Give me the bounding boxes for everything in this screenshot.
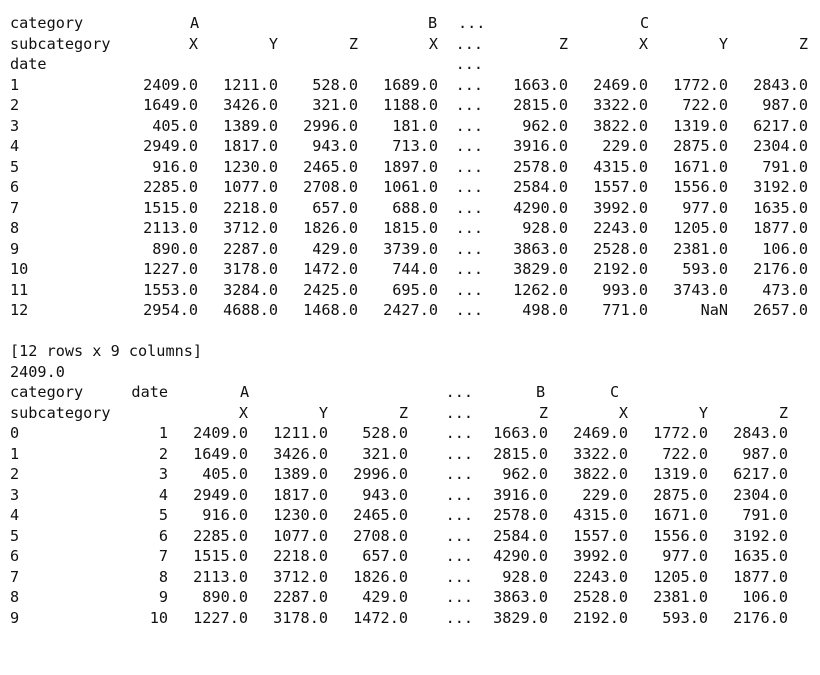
table-row [10, 95, 818, 116]
table-cell: 1557.0 [593, 178, 648, 196]
table-cell: 3192.0 [753, 178, 808, 196]
table-cell: 3178.0 [273, 608, 328, 627]
table-cell: 1671.0 [653, 506, 708, 524]
subcategory-cell: Z [348, 34, 358, 53]
index-name-ellipsis: ... [455, 55, 483, 73]
table-cell: 1389.0 [273, 465, 328, 483]
table-cell: 528.0 [362, 424, 408, 442]
table-row [10, 239, 818, 260]
row-index: 4 [10, 506, 20, 524]
table-cell: 1211.0 [223, 75, 278, 94]
table-cell: 4315.0 [593, 157, 648, 176]
table-cell: 2949.0 [193, 485, 248, 504]
row-index: 6 [10, 178, 20, 196]
subcategory-label: subcategory [10, 403, 111, 422]
ellipsis-cell: ... [445, 608, 473, 627]
table-cell: 1227.0 [193, 608, 248, 627]
row-index: 2 [10, 96, 20, 114]
table-cell: 2427.0 [383, 301, 438, 319]
subcategory-cell: Y [268, 34, 278, 53]
ellipsis-cell: ... [445, 485, 473, 504]
table-cell: 181.0 [392, 116, 438, 135]
table-cell: 2192.0 [573, 608, 628, 627]
table-row [10, 280, 818, 301]
row-index: 12 [10, 301, 29, 319]
table-cell: 106.0 [762, 239, 808, 258]
table-row [10, 567, 818, 588]
subcategory-ellipsis: ... [455, 34, 483, 53]
table-cell: 2949.0 [143, 137, 198, 155]
table-cell: 498.0 [522, 301, 568, 319]
table-cell: 2285.0 [193, 526, 248, 545]
subcategory-cell: Y [698, 403, 708, 422]
row-index: 7 [10, 567, 20, 586]
table-cell: 1649.0 [193, 444, 248, 463]
subcategory-cell: Z [558, 34, 568, 53]
row-index: 11 [10, 280, 29, 299]
dataframe-1-rows [10, 75, 818, 321]
column-group-ellipsis: ... [445, 383, 473, 401]
ellipsis-cell: ... [455, 75, 483, 94]
dataframe-1 [10, 13, 818, 321]
table-cell: 2578.0 [493, 506, 548, 524]
table-cell: 713.0 [392, 137, 438, 155]
column-group-a: A [240, 383, 250, 401]
table-cell: 1230.0 [273, 506, 328, 524]
table-cell: 744.0 [392, 260, 438, 278]
dataframe-2-rows [10, 423, 818, 628]
table-cell: 916.0 [152, 157, 198, 176]
table-cell: 1663.0 [493, 424, 548, 442]
date-cell: 6 [158, 526, 168, 545]
table-cell: 3322.0 [593, 96, 648, 114]
table-cell: 2381.0 [653, 588, 708, 606]
dataframe-2 [10, 382, 818, 628]
table-cell: 1635.0 [753, 198, 808, 217]
table-cell: 688.0 [392, 198, 438, 217]
table-cell: 2843.0 [753, 75, 808, 94]
table-cell: 890.0 [202, 588, 248, 606]
table-cell: 321.0 [362, 444, 408, 463]
table-cell: 4290.0 [493, 547, 548, 565]
table-cell: 3192.0 [733, 526, 788, 545]
table-cell: 2243.0 [573, 567, 628, 586]
table-cell: 2409.0 [143, 75, 198, 94]
table-row [10, 198, 818, 219]
date-cell: 1 [158, 424, 168, 442]
table-cell: 722.0 [682, 96, 728, 114]
table-cell: 2176.0 [753, 260, 808, 278]
table-row [10, 157, 818, 178]
table-cell: 1227.0 [143, 260, 198, 278]
ellipsis-cell: ... [445, 465, 473, 483]
table-cell: 1649.0 [143, 96, 198, 114]
table-cell: 1472.0 [303, 260, 358, 278]
table-cell: 1826.0 [353, 567, 408, 586]
table-cell: 1817.0 [223, 137, 278, 155]
header-row-subcategory [10, 403, 818, 424]
table-row [10, 218, 818, 239]
table-cell: 1772.0 [653, 424, 708, 442]
table-cell: 2304.0 [753, 137, 808, 155]
table-cell: 2287.0 [223, 239, 278, 258]
table-cell: 593.0 [682, 260, 728, 278]
table-cell: 2815.0 [513, 96, 568, 114]
table-cell: 3863.0 [513, 239, 568, 258]
column-group-b: B [536, 383, 546, 401]
table-cell: 2657.0 [753, 301, 808, 319]
table-cell: 1468.0 [303, 301, 358, 319]
table-cell: 229.0 [602, 137, 648, 155]
table-cell: 429.0 [362, 588, 408, 606]
table-cell: 2875.0 [673, 137, 728, 155]
console-output [10, 13, 818, 628]
date-cell: 8 [158, 567, 168, 586]
table-cell: 2708.0 [353, 526, 408, 545]
table-cell: 1897.0 [383, 157, 438, 176]
table-cell: 1815.0 [383, 219, 438, 237]
table-cell: 3822.0 [593, 116, 648, 135]
table-cell: 1557.0 [573, 526, 628, 545]
date-cell: 7 [158, 547, 168, 565]
blank-line [10, 321, 818, 342]
table-cell: 1061.0 [383, 178, 438, 196]
table-cell: 916.0 [202, 506, 248, 524]
ellipsis-cell: ... [455, 260, 483, 278]
table-cell: 229.0 [582, 485, 628, 504]
table-row [10, 136, 818, 157]
ellipsis-cell: ... [455, 96, 483, 114]
table-cell: 1205.0 [673, 219, 728, 237]
table-cell: 1188.0 [383, 96, 438, 114]
table-cell: 791.0 [762, 157, 808, 176]
subcategory-cell: Y [318, 403, 328, 422]
table-cell: 2176.0 [733, 608, 788, 627]
table-cell: 695.0 [392, 280, 438, 299]
date-cell: 9 [158, 588, 168, 606]
table-row [10, 116, 818, 137]
table-cell: 2843.0 [733, 424, 788, 442]
row-index: 7 [10, 198, 20, 217]
ellipsis-cell: ... [445, 567, 473, 586]
table-cell: 987.0 [762, 96, 808, 114]
table-cell: 2528.0 [573, 588, 628, 606]
table-cell: 928.0 [522, 219, 568, 237]
row-index: 1 [10, 444, 20, 463]
table-row [10, 608, 818, 629]
table-cell: 3712.0 [273, 567, 328, 586]
table-cell: 3426.0 [273, 444, 328, 463]
row-index: 3 [10, 485, 20, 504]
row-index: 4 [10, 137, 20, 155]
table-row [10, 300, 818, 321]
table-cell: 2996.0 [353, 465, 408, 483]
row-index: 6 [10, 547, 20, 565]
subcategory-cell: X [188, 34, 198, 53]
row-index: 9 [10, 608, 20, 627]
table-cell: 4688.0 [223, 301, 278, 319]
table-cell: 977.0 [682, 198, 728, 217]
table-cell: 1515.0 [143, 198, 198, 217]
date-cell: 5 [158, 506, 168, 524]
table-cell: 3822.0 [573, 465, 628, 483]
table-cell: 2996.0 [303, 116, 358, 135]
subcategory-cell: Z [398, 403, 408, 422]
table-cell: 2218.0 [223, 198, 278, 217]
scalar-value: 2409.0 [10, 362, 65, 381]
table-cell: 429.0 [312, 239, 358, 258]
column-group-c: C [610, 383, 620, 401]
ellipsis-cell: ... [445, 526, 473, 545]
table-cell: 1230.0 [223, 157, 278, 176]
category-label: category [10, 14, 84, 32]
table-cell: 2708.0 [303, 178, 358, 196]
ellipsis-cell: ... [445, 547, 473, 565]
subcategory-cell: Z [798, 34, 808, 53]
table-cell: 1205.0 [653, 567, 708, 586]
subcategory-cell: X [638, 34, 648, 53]
ellipsis-cell: ... [455, 157, 483, 176]
table-cell: 1515.0 [193, 547, 248, 565]
subcategory-cell: Z [538, 403, 548, 422]
row-index: 3 [10, 116, 20, 135]
table-cell: 3739.0 [383, 239, 438, 258]
table-cell: 1472.0 [353, 608, 408, 627]
table-row [10, 505, 818, 526]
table-cell: 3178.0 [223, 260, 278, 278]
table-cell: NaN [700, 301, 728, 319]
table-cell: 2954.0 [143, 301, 198, 319]
row-index: 2 [10, 465, 20, 483]
table-cell: 993.0 [602, 280, 648, 299]
table-cell: 106.0 [742, 588, 788, 606]
table-cell: 962.0 [502, 465, 548, 483]
ellipsis-cell: ... [445, 424, 473, 442]
table-cell: 1556.0 [673, 178, 728, 196]
table-row [10, 75, 818, 96]
ellipsis-cell: ... [455, 239, 483, 258]
column-group-ellipsis: ... [458, 14, 486, 32]
table-cell: 2815.0 [493, 444, 548, 463]
row-index: 10 [10, 260, 29, 278]
table-cell: 3426.0 [223, 96, 278, 114]
table-cell: 6217.0 [733, 465, 788, 483]
table-cell: 2287.0 [273, 588, 328, 606]
row-index: 9 [10, 239, 20, 258]
column-group-a: A [190, 14, 200, 32]
subcategory-cell: Z [778, 403, 788, 422]
date-cell: 4 [158, 485, 168, 504]
table-cell: 987.0 [742, 444, 788, 463]
ellipsis-cell: ... [455, 198, 483, 217]
table-cell: 4290.0 [513, 198, 568, 217]
table-cell: 977.0 [662, 547, 708, 565]
table-cell: 2528.0 [593, 239, 648, 258]
table-row [10, 587, 818, 608]
table-cell: 962.0 [522, 116, 568, 135]
table-cell: 3829.0 [493, 608, 548, 627]
table-cell: 2113.0 [143, 219, 198, 237]
table-cell: 1671.0 [673, 157, 728, 176]
table-cell: 2243.0 [593, 219, 648, 237]
header-row-category [10, 382, 818, 403]
table-cell: 2875.0 [653, 485, 708, 504]
table-cell: 928.0 [502, 567, 548, 586]
table-cell: 4315.0 [573, 506, 628, 524]
ellipsis-cell: ... [445, 506, 473, 524]
ellipsis-cell: ... [455, 301, 483, 319]
table-row [10, 464, 818, 485]
category-label: category [10, 383, 84, 401]
date-cell: 3 [158, 465, 168, 483]
row-index: 8 [10, 588, 20, 606]
row-index: 8 [10, 219, 20, 237]
header-row-index-name [10, 54, 818, 75]
table-cell: 2113.0 [193, 567, 248, 586]
table-cell: 405.0 [202, 465, 248, 483]
table-cell: 2465.0 [353, 506, 408, 524]
row-index: 5 [10, 157, 20, 176]
table-cell: 473.0 [762, 280, 808, 299]
table-cell: 2469.0 [593, 75, 648, 94]
table-cell: 1319.0 [673, 116, 728, 135]
table-cell: 321.0 [312, 96, 358, 114]
table-cell: 2285.0 [143, 178, 198, 196]
table-cell: 1663.0 [513, 75, 568, 94]
date-column-label: date [131, 383, 168, 401]
row-index: 5 [10, 526, 20, 545]
table-cell: 722.0 [662, 444, 708, 463]
table-cell: 657.0 [312, 198, 358, 217]
table-cell: 528.0 [312, 75, 358, 94]
table-cell: 2465.0 [303, 157, 358, 176]
table-cell: 2584.0 [513, 178, 568, 196]
shape-summary [10, 341, 818, 362]
table-cell: 1262.0 [513, 280, 568, 299]
table-cell: 3992.0 [593, 198, 648, 217]
table-cell: 3863.0 [493, 588, 548, 606]
ellipsis-cell: ... [445, 588, 473, 606]
header-row-category [10, 13, 818, 34]
table-cell: 593.0 [662, 608, 708, 627]
ellipsis-cell: ... [455, 280, 483, 299]
table-cell: 405.0 [152, 116, 198, 135]
table-cell: 1635.0 [733, 547, 788, 565]
table-cell: 2218.0 [273, 547, 328, 565]
table-cell: 1211.0 [273, 424, 328, 442]
subcategory-cell: X [428, 34, 438, 53]
table-cell: 1553.0 [143, 280, 198, 299]
table-row [10, 485, 818, 506]
table-cell: 3992.0 [573, 547, 628, 565]
column-group-b: B [428, 14, 438, 32]
table-row [10, 177, 818, 198]
date-cell: 10 [149, 608, 168, 627]
table-cell: 6217.0 [753, 116, 808, 135]
table-cell: 1319.0 [653, 465, 708, 483]
table-cell: 3322.0 [573, 444, 628, 463]
subcategory-cell: X [238, 403, 248, 422]
table-cell: 2425.0 [303, 280, 358, 299]
table-cell: 1556.0 [653, 526, 708, 545]
table-cell: 771.0 [602, 301, 648, 319]
table-row [10, 546, 818, 567]
table-cell: 1077.0 [273, 526, 328, 545]
subcategory-cell: Y [718, 34, 728, 53]
table-cell: 2409.0 [193, 424, 248, 442]
table-cell: 1817.0 [273, 485, 328, 504]
table-cell: 1826.0 [303, 219, 358, 237]
table-cell: 2192.0 [593, 260, 648, 278]
table-cell: 943.0 [312, 137, 358, 155]
subcategory-ellipsis: ... [445, 403, 473, 422]
table-cell: 2578.0 [513, 157, 568, 176]
table-cell: 657.0 [362, 547, 408, 565]
table-row [10, 526, 818, 547]
table-cell: 1877.0 [733, 567, 788, 586]
table-cell: 3284.0 [223, 280, 278, 299]
index-name-label: date [10, 55, 47, 73]
table-cell: 1389.0 [223, 116, 278, 135]
ellipsis-cell: ... [455, 137, 483, 155]
table-row [10, 423, 818, 444]
header-row-subcategory [10, 34, 818, 55]
row-index: 0 [10, 424, 20, 442]
row-index: 1 [10, 75, 20, 94]
table-cell: 2304.0 [733, 485, 788, 504]
table-row [10, 259, 818, 280]
ellipsis-cell: ... [455, 219, 483, 237]
table-cell: 1877.0 [753, 219, 808, 237]
table-cell: 1772.0 [673, 75, 728, 94]
date-cell: 2 [158, 444, 168, 463]
column-group-c: C [640, 14, 650, 32]
table-cell: 3916.0 [493, 485, 548, 504]
ellipsis-cell: ... [445, 444, 473, 463]
table-cell: 2584.0 [493, 526, 548, 545]
table-cell: 3916.0 [513, 137, 568, 155]
table-cell: 1689.0 [383, 75, 438, 94]
ellipsis-cell: ... [455, 178, 483, 196]
scalar-output [10, 362, 818, 383]
table-cell: 943.0 [362, 485, 408, 504]
table-cell: 890.0 [152, 239, 198, 258]
table-cell: 2469.0 [573, 424, 628, 442]
table-cell: 791.0 [742, 506, 788, 524]
table-cell: 2381.0 [673, 239, 728, 258]
ellipsis-cell: ... [455, 116, 483, 135]
table-cell: 1077.0 [223, 178, 278, 196]
table-cell: 3829.0 [513, 260, 568, 278]
subcategory-label: subcategory [10, 34, 111, 53]
shape-text: [12 rows x 9 columns] [10, 342, 203, 360]
table-cell: 3743.0 [673, 280, 728, 299]
table-cell: 3712.0 [223, 219, 278, 237]
subcategory-cell: X [618, 403, 628, 422]
table-row [10, 444, 818, 465]
